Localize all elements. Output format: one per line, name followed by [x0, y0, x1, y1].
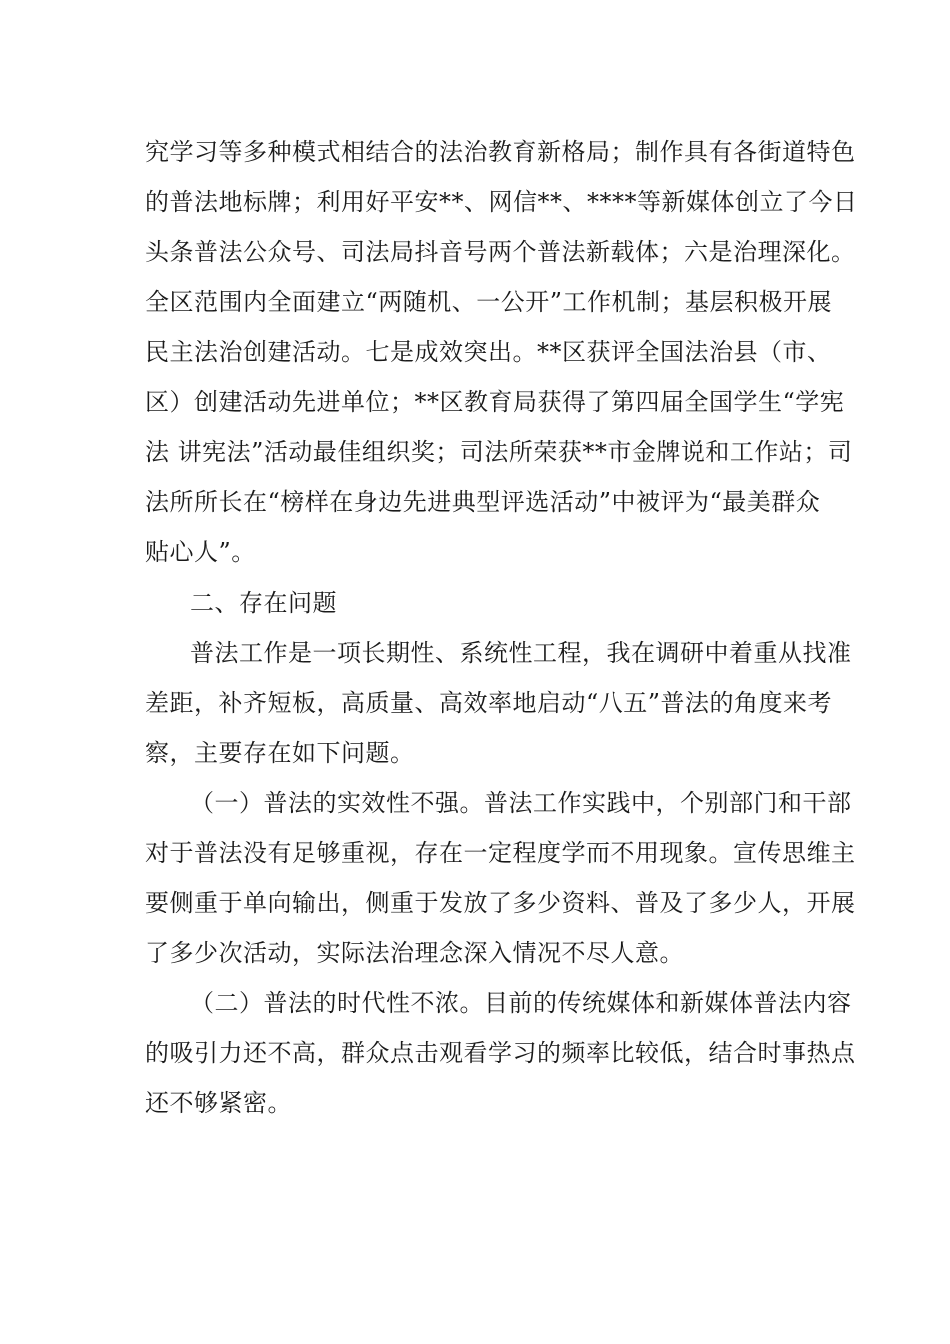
paragraph-line: 的普法地标牌；利用好平安**、网信**、****等新媒体创立了今日: [145, 188, 858, 216]
paragraph-line: 的吸引力还不高，群众点击观看学习的频率比较低，结合时事热点: [145, 1039, 856, 1067]
paragraph-line: 对于普法没有足够重视，存在一定程度学而不用现象。宣传思维主: [145, 839, 856, 867]
paragraph-line: 民主法治创建活动。七是成效突出。**区获评全国法治县（市、: [145, 338, 832, 366]
subsection-line: （一）普法的实效性不强。普法工作实践中，个别部门和干部: [190, 789, 852, 817]
paragraph-line: 究学习等多种模式相结合的法治教育新格局；制作具有各街道特色: [145, 138, 856, 166]
paragraph-line: 察，主要存在如下问题。: [145, 739, 415, 767]
paragraph-line: 差距，补齐短板，高质量、高效率地启动“八五”普法的角度来考: [145, 689, 833, 717]
paragraph-line: 区）创建活动先进单位；**区教育局获得了第四届全国学生“学宪: [145, 388, 845, 416]
subsection-line: （二）普法的时代性不浓。目前的传统媒体和新媒体普法内容: [190, 989, 852, 1017]
paragraph-line: 还不够紧密。: [145, 1089, 292, 1117]
paragraph-line: 要侧重于单向输出，侧重于发放了多少资料、普及了多少人，开展: [145, 889, 856, 917]
paragraph-line: 普法工作是一项长期性、系统性工程，我在调研中着重从找准: [190, 639, 852, 667]
paragraph-line: 法 讲宪法”活动最佳组织奖；司法所荣获**市金牌说和工作站；司: [145, 438, 853, 466]
section-heading: 二、存在问题: [190, 589, 337, 617]
paragraph-line: 贴心人”。: [145, 538, 256, 566]
paragraph-line: 了多少次活动，实际法治理念深入情况不尽人意。: [145, 939, 684, 967]
paragraph-line: 法所所长在“榜样在身边先进典型评选活动”中被评为“最美群众: [145, 488, 821, 516]
paragraph-line: 全区范围内全面建立“两随机、一公开”工作机制；基层积极开展: [145, 288, 833, 316]
paragraph-line: 头条普法公众号、司法局抖音号两个普法新载体；六是治理深化。: [145, 238, 856, 266]
